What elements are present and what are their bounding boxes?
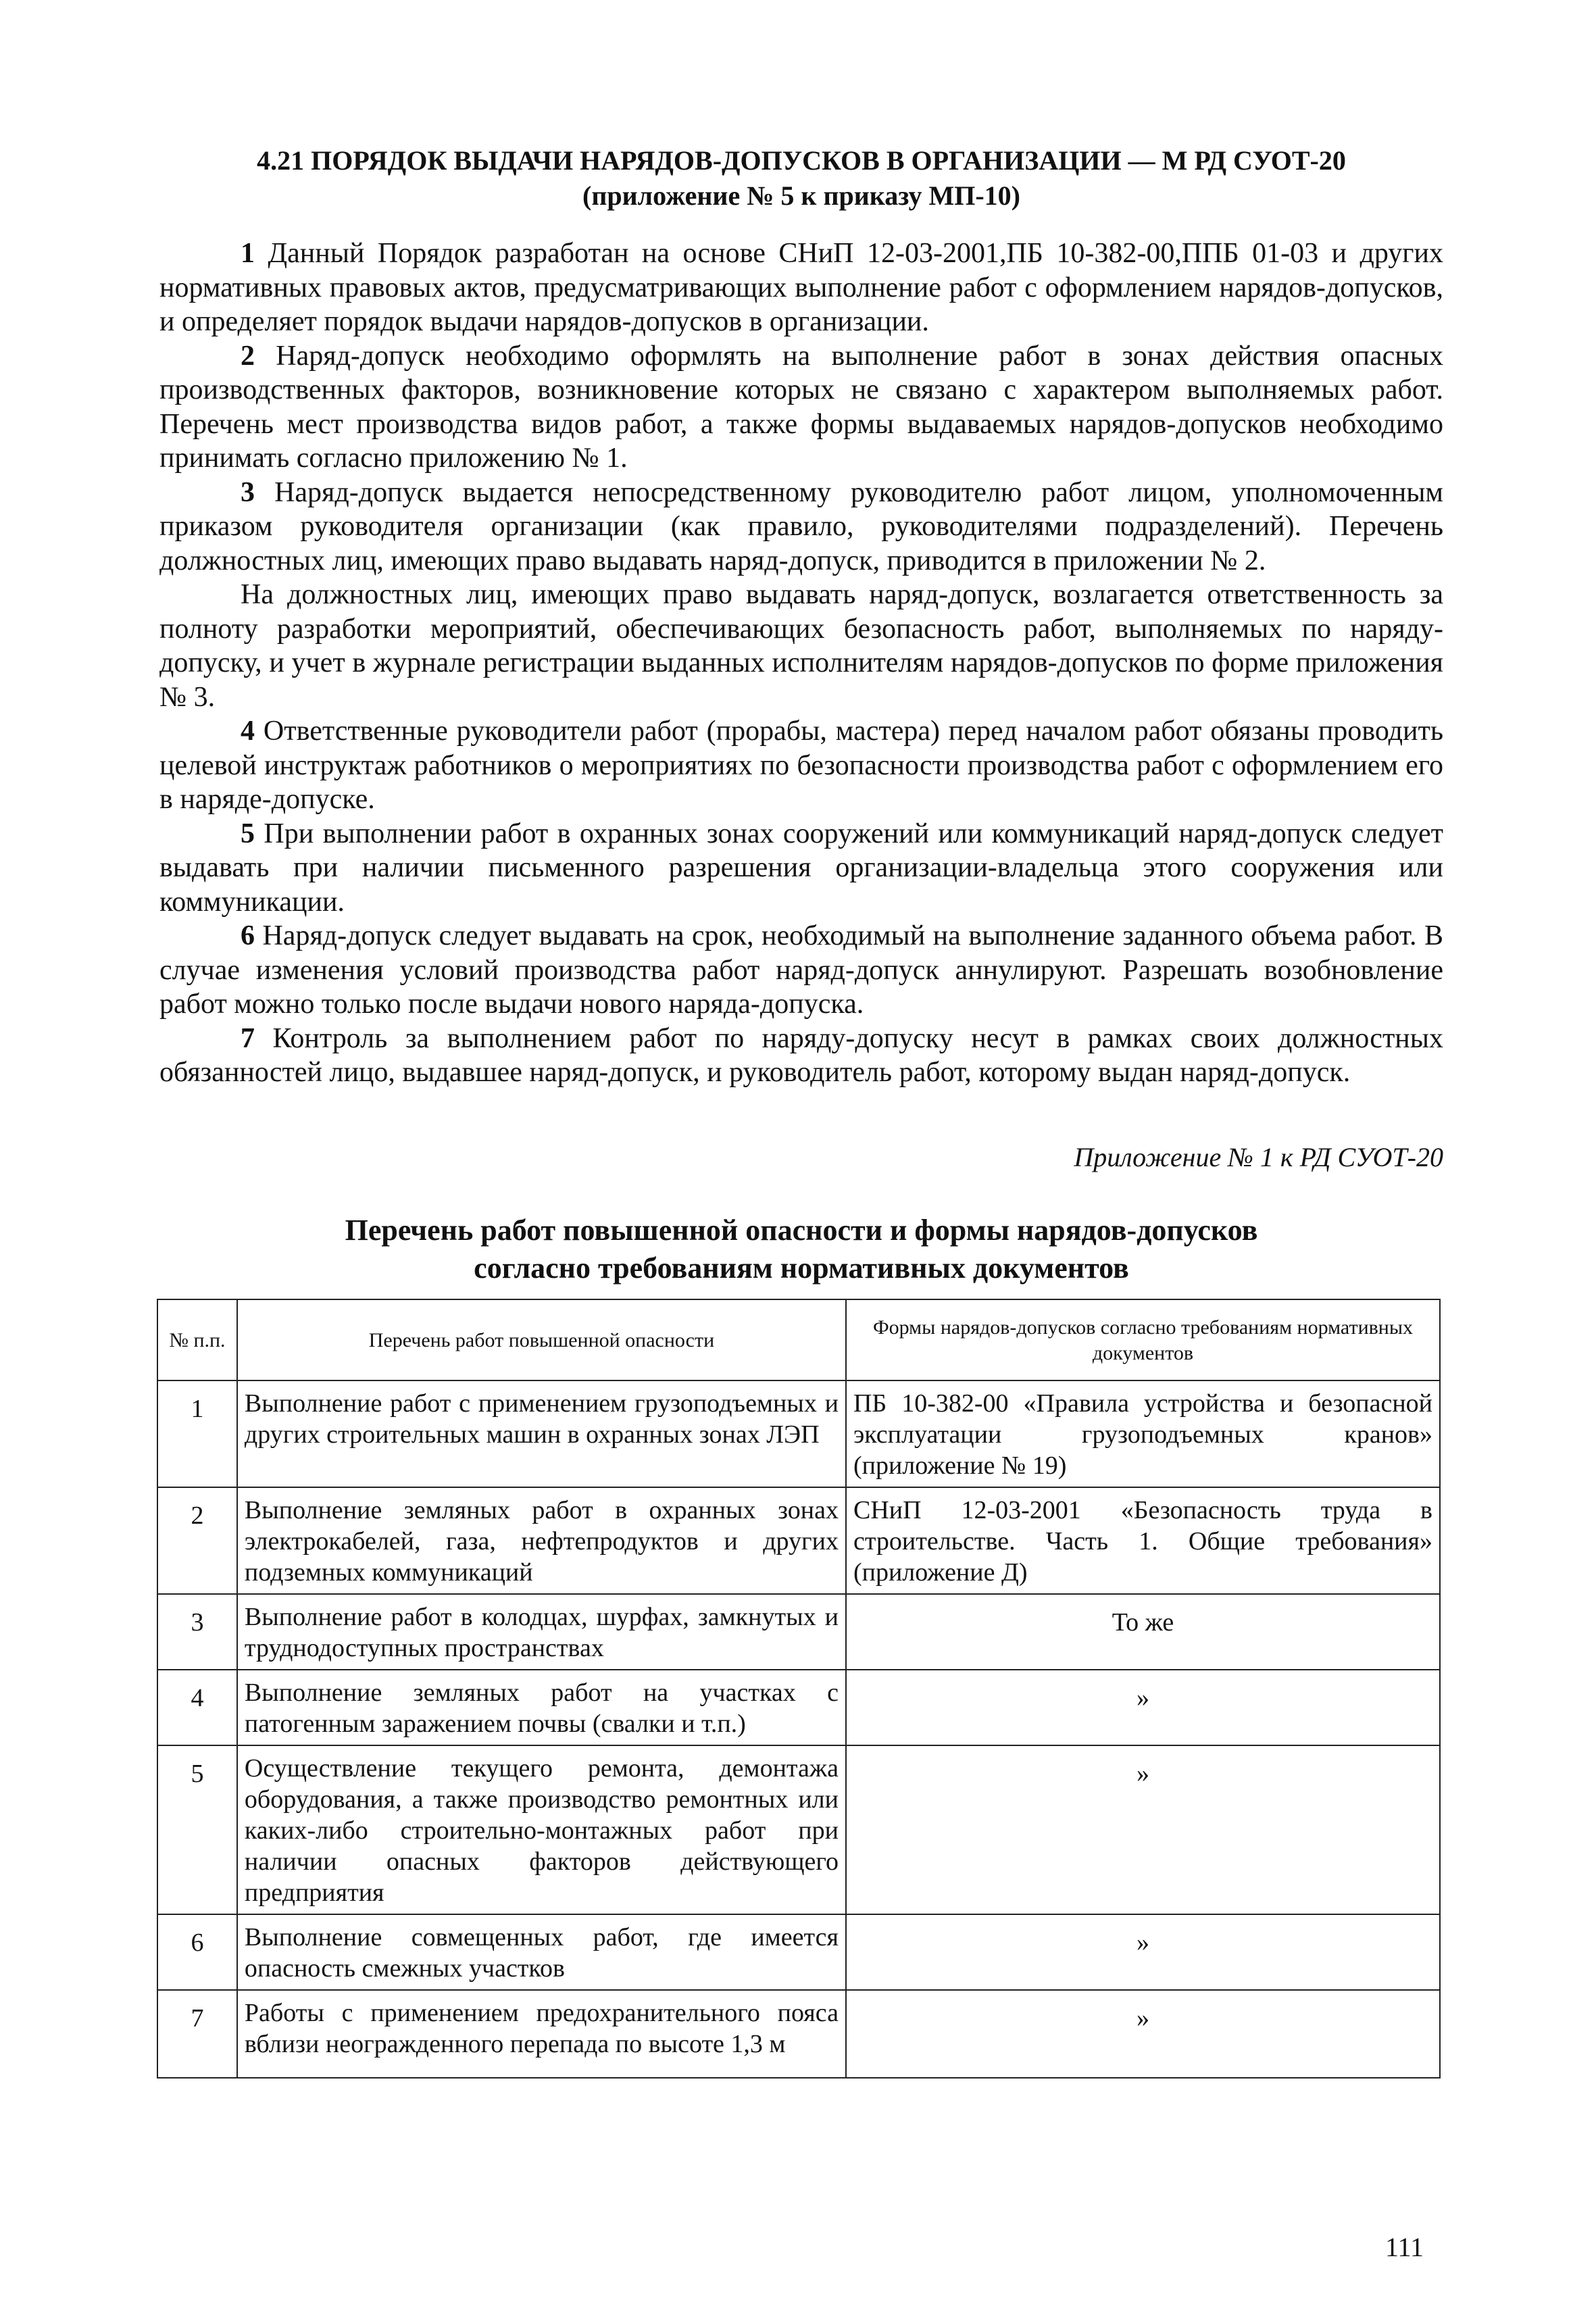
row-form: То же (846, 1594, 1440, 1670)
row-work: Выполнение земляных работ в охранных зонах электрокабелей, газа, нефтепродуктов и других подземных коммуникаций (237, 1487, 846, 1594)
paragraph (159, 578, 1443, 714)
paragraph (159, 919, 1443, 1022)
paragraph-text: Наряд-допуск необходимо оформлять на выполнение работ в зонах действия опасных производственных факторов, возникновение которых не связано с характером выполняемых работ. Перечень мест производства видов работ, а также формы выдаваемых нарядов-допусков необходимо принимать согласно приложению № 1. (159, 340, 1443, 474)
header-forms: Формы нарядов-допусков согласно требованиям нормативных документов (846, 1299, 1440, 1380)
paragraph (159, 339, 1443, 476)
document-title: 4.21 ПОРЯДОК ВЫДАЧИ НАРЯДОВ-ДОПУСКОВ В ОРГАНИЗАЦИИ — М РД СУОТ-20 (257, 145, 1346, 176)
table-row (157, 1670, 1440, 1745)
paragraph-text: На должностных лиц, имеющих право выдавать наряд-допуск, возлагается ответственность за полноту разработки мероприятий, обеспечивающих безопасность работ, выполняемых по наряду-допуску, и учет в журнале регистрации выданных исполнителям нарядов-допусков по форме приложения № 3. (159, 579, 1443, 713)
row-number: 2 (157, 1487, 237, 1594)
paragraph-number: 5 (241, 818, 255, 849)
paragraph-number: 4 (241, 716, 255, 747)
paragraph (159, 1022, 1443, 1090)
header-number: № п.п. (157, 1299, 237, 1380)
row-number: 6 (157, 1914, 237, 1990)
row-work: Работы с применением предохранительного пояса вблизи неогражденного перепада по высоте 1,3 м (237, 1990, 846, 2078)
row-number: 5 (157, 1745, 237, 1914)
hazard-work-table (157, 1299, 1441, 2078)
paragraph-number: 1 (241, 238, 255, 269)
table-title-line2: согласно требованиям нормативных документов (474, 1251, 1129, 1285)
table-row (157, 1914, 1440, 1990)
paragraph-number: 6 (241, 920, 255, 951)
table-row (157, 1745, 1440, 1914)
row-number: 1 (157, 1380, 237, 1487)
appendix-reference: Приложение № 1 к РД СУОТ-20 (1074, 1141, 1443, 1172)
paragraph (159, 817, 1443, 920)
table-row (157, 1990, 1440, 2078)
row-work: Выполнение работ в колодцах, шурфах, замкнутых и труднодоступных пространствах (237, 1594, 846, 1670)
row-form: » (846, 1990, 1440, 2078)
paragraph-text: Ответственные руководители работ (прорабы, мастера) перед началом работ обязаны проводить целевой инструктаж работников о мероприятиях по безопасности производства работ с оформлением его в наряде-допуске. (159, 716, 1443, 815)
row-number: 7 (157, 1990, 237, 2078)
row-work: Выполнение работ с применением грузоподъемных и других строительных машин в охранных зонах ЛЭП (237, 1380, 846, 1487)
row-form: ПБ 10-382-00 «Правила устройства и безопасной эксплуатации грузоподъемных кранов» (приложение № 19) (846, 1380, 1440, 1487)
paragraph (159, 476, 1443, 578)
row-work: Выполнение совмещенных работ, где имеется опасность смежных участков (237, 1914, 846, 1990)
paragraph (159, 714, 1443, 817)
row-work: Осуществление текущего ремонта, демонтажа оборудования, а также производство ремонтных или каких-либо строительно-монтажных работ при наличии опасных факторов действующего предприятия (237, 1745, 846, 1914)
paragraph-number: 3 (241, 476, 255, 508)
document-subtitle: (приложение № 5 к приказу МП-10) (582, 180, 1020, 211)
row-number: 4 (157, 1670, 237, 1745)
table-row (157, 1487, 1440, 1594)
table-header-row (157, 1299, 1440, 1380)
paragraph-number: 2 (241, 340, 255, 372)
paragraph-text: Наряд-допуск следует выдавать на срок, необходимый на выполнение заданного объема работ. В случае изменения условий производства работ наряд-допуск аннулируют. Разрешать возобновление работ можно только после выдачи нового наряда-допуска. (159, 920, 1443, 1020)
row-form: » (846, 1914, 1440, 1990)
table-row (157, 1380, 1440, 1487)
paragraph-number: 7 (241, 1022, 255, 1054)
paragraph-text: При выполнении работ в охранных зонах сооружений или коммуникаций наряд-допуск следует выдавать при наличии письменного разрешения организации-владельца этого сооружения или коммуникации. (159, 818, 1443, 918)
row-work: Выполнение земляных работ на участках с патогенным заражением почвы (свалки и т.п.) (237, 1670, 846, 1745)
paragraph-text: Наряд-допуск выдается непосредственному руководителю работ лицом, уполномоченным приказом руководителя организации (как правило, руководителями подразделений). Перечень должностных лиц, имеющих право выдавать наряд-допуск, приводится в приложении № 2. (159, 476, 1443, 576)
page-number: 111 (1385, 2232, 1424, 2262)
document-page (159, 143, 1443, 2078)
paragraph-text: Данный Порядок разработан на основе СНиП 12-03-2001,ПБ 10-382-00,ППБ 01-03 и других нормативных правовых актов, предусматривающих выполнение работ с оформлением нарядов-допусков, и определяет порядок выдачи нарядов-допусков в организации. (159, 238, 1443, 337)
header-works: Перечень работ повышенной опасности (237, 1299, 846, 1380)
body-text (159, 237, 1443, 1090)
paragraph-text: Контроль за выполнением работ по наряду-допуску несут в рамках своих должностных обязанностей лицо, выдавшее наряд-допуск, и руководитель работ, которому выдан наряд-допуск. (159, 1022, 1443, 1088)
table-row (157, 1594, 1440, 1670)
row-form: СНиП 12-03-2001 «Безопасность труда в строительстве. Часть 1. Общие требования» (приложение Д) (846, 1487, 1440, 1594)
row-number: 3 (157, 1594, 237, 1670)
row-form: » (846, 1670, 1440, 1745)
table-title-line1: Перечень работ повышенной опасности и формы нарядов-допусков (345, 1213, 1258, 1247)
paragraph (159, 237, 1443, 339)
row-form: » (846, 1745, 1440, 1914)
